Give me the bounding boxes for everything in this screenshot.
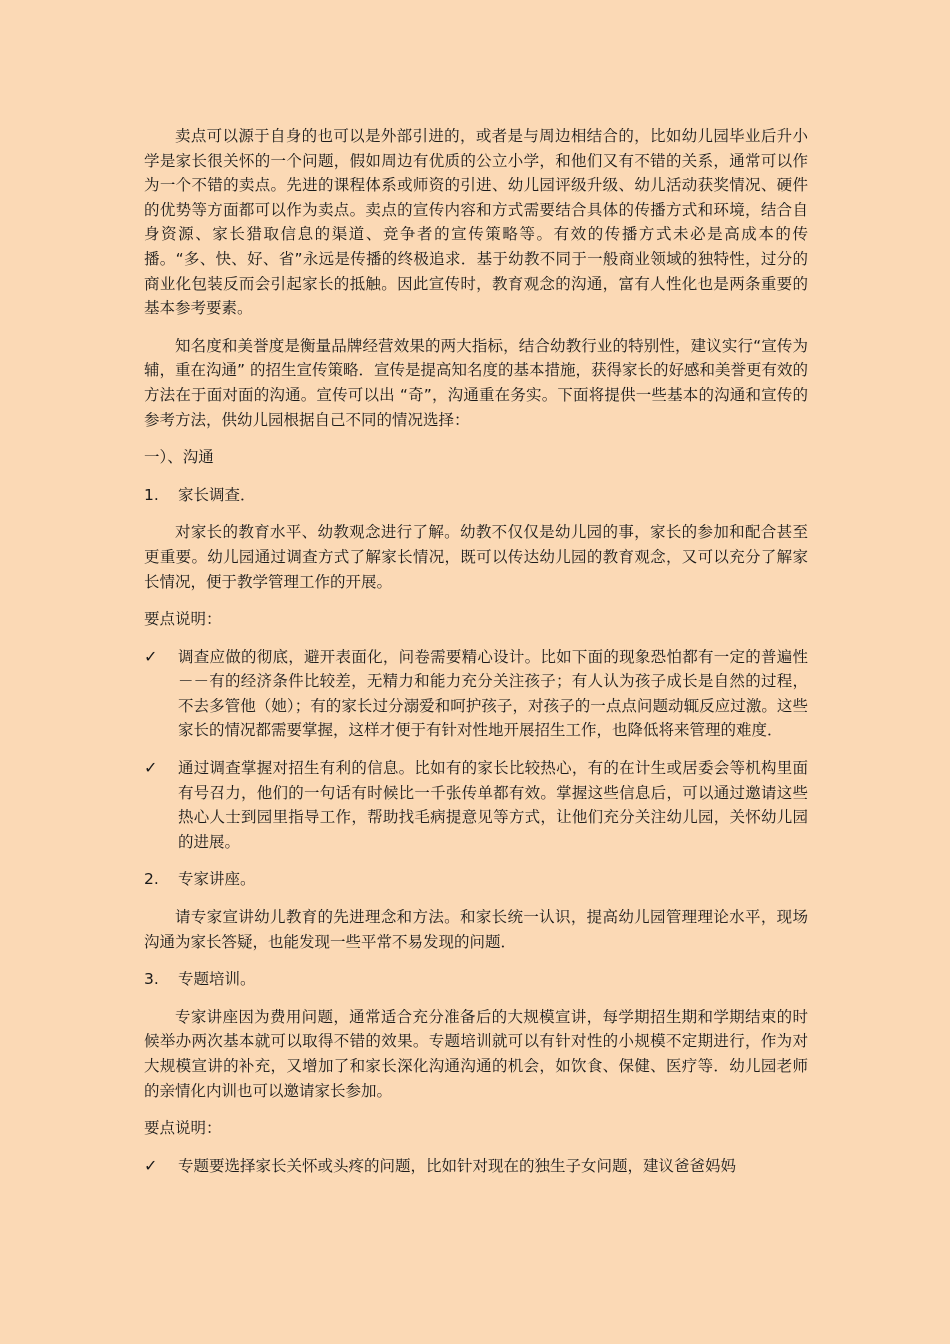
item-title: 专家讲座。 [178, 870, 256, 889]
numbered-item-parent-survey [144, 483, 808, 508]
item-number: 3. [144, 970, 159, 989]
paragraph-expert-lecture: 请专家宣讲幼儿教育的先进理念和方法。和家长统一认识，提高幼儿园管理理论水平，现场沟通为家长答疑，也能发现一些平常不易发现的问题． [144, 908, 808, 951]
item-title: 专题培训。 [178, 970, 256, 989]
numbered-item-expert-lecture [144, 867, 808, 892]
check-item-text: 专题要选择家长关怀或头疼的问题，比如针对现在的独生子女问题，建议爸爸妈妈 [178, 1156, 737, 1175]
key-points-label: 要点说明： [144, 1119, 222, 1138]
check-item-thorough-survey [144, 645, 808, 743]
item-number: 1. [144, 485, 159, 504]
checkmark-icon: ✓ [144, 646, 158, 666]
paragraph-selling-points: 卖点可以源于自身的也可以是外部引进的，或者是与周边相结合的，比如幼儿园毕业后升小学是家长很关怀的一个问题，假如周边有优质的公立小学，和他们又有不错的关系，通常可以作为一个不错的卖点。先进的课程体系或师资的引进、幼儿园评级升级、幼儿活动获奖情况、硬件的优势等方面都可以作为卖点。卖点的宣传内容和方式需要结合具体的传播方式和环境，结合自身资源、家长猎取信息的渠道、竞争者的宣传策略等。有效的传播方式未必是高成本的传播。“多、快、好、省”永远是传播的终极追求．基于幼教不同于一般商业领域的独特性，过分的商业化包装反而会引起家长的抵触。因此宣传时，教育观念的沟通，富有人性化也是两条重要的基本参考要素。 [144, 127, 808, 318]
paragraph-topic-training: 专家讲座因为费用问题，通常适合充分准备后的大规模宣讲，每学期招生期和学期结束的时候举办两次基本就可以取得不错的效果。专题培训就可以有针对性的小规模不定期进行，作为对大规模宣讲的补充，又增加了和家长深化沟通沟通的机会，如饮食、保健、医疗等．幼儿园老师的亲情化内训也可以邀请家长参加。 [144, 1007, 808, 1100]
item-number: 2. [144, 870, 159, 889]
numbered-item-topic-training [144, 967, 808, 992]
key-points-label: 要点说明： [144, 610, 222, 629]
paragraph-brand-reputation: 知名度和美誉度是衡量品牌经营效果的两大指标，结合幼教行业的特别性，建议实行“宣传为辅，重在沟通” 的招生宣传策略．宣传是提高知名度的基本措施，获得家长的好感和美誉更有效的方法在于面对面的沟通。宣传可以出 “奇”，沟通重在务实。下面将提供一些基本的沟通和宣传的参考方法，供幼儿园根据自己不同的情况选择： [144, 336, 808, 429]
check-item-text: 通过调查掌握对招生有利的信息。比如有的家长比较热心，有的在计生或居委会等机构里面有号召力，他们的一句话有时候比一千张传单都有效。掌握这些信息后，可以通过邀请这些热心人士到园里指导工作，帮助找毛病提意见等方式，让他们充分关注幼儿园，关怀幼儿园的进展。 [178, 759, 808, 851]
document-body [144, 124, 808, 1191]
paragraph-parent-survey: 对家长的教育水平、幼教观念进行了解。幼教不仅仅是幼儿园的事，家长的参加和配合甚至更重要。幼儿园通过调查方式了解家长情况，既可以传达幼儿园的教育观念，又可以充分了解家长情况，便于教学管理工作的开展。 [144, 523, 808, 591]
item-title: 家长调查． [178, 485, 256, 504]
checkmark-icon: ✓ [144, 758, 158, 778]
checkmark-icon: ✓ [144, 1155, 158, 1175]
check-item-useful-info [144, 756, 808, 854]
check-item-topic-selection [144, 1154, 808, 1179]
section-heading-communication: 一）、沟通 [144, 448, 214, 467]
check-item-text: 调查应做的彻底，避开表面化，问卷需要精心设计。比如下面的现象恐怕都有一定的普遍性－－有的经济条件比较差，无精力和能力充分关注孩子；有人认为孩子成长是自然的过程，不去多管他（她）；有的家长过分溺爱和呵护孩子，对孩子的一点点问题动辄反应过激。这些家长的情况都需要掌握，这样才便于有针对性地开展招生工作，也降低将来管理的难度． [178, 647, 808, 740]
